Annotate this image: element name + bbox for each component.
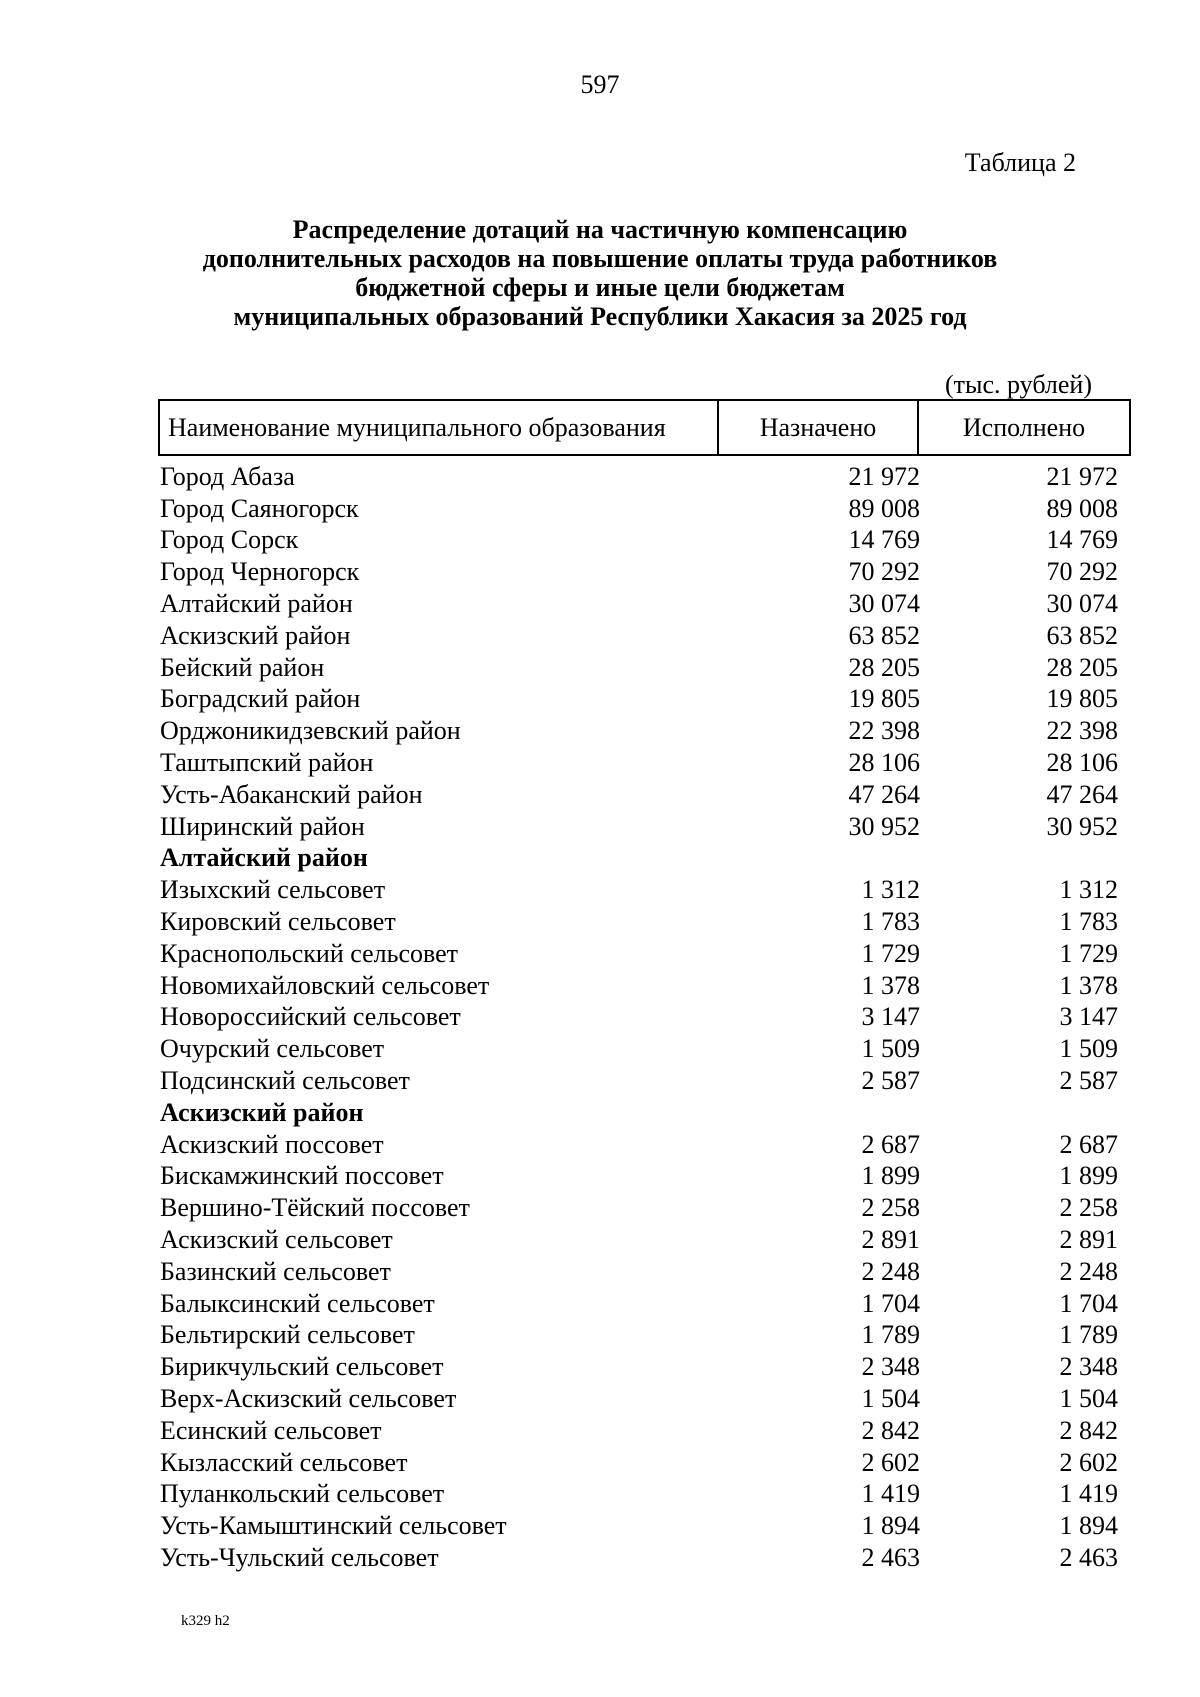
row-assigned: 1 789 bbox=[861, 1320, 920, 1350]
table-row bbox=[160, 1510, 1120, 1542]
row-name: Аскизский район bbox=[160, 620, 351, 650]
table-row bbox=[160, 1479, 1120, 1511]
table-row bbox=[160, 1256, 1120, 1288]
page-number: 597 bbox=[580, 70, 620, 99]
table-label: Таблица 2 bbox=[964, 148, 1076, 177]
row-executed: 2 602 bbox=[1059, 1447, 1118, 1477]
table-row bbox=[160, 1033, 1120, 1065]
row-executed: 1 729 bbox=[1059, 938, 1118, 968]
table-row bbox=[160, 811, 1120, 843]
row-name: Бейский район bbox=[160, 652, 325, 682]
row-executed: 2 348 bbox=[1059, 1352, 1118, 1382]
table-row bbox=[160, 747, 1120, 779]
table-row bbox=[160, 1129, 1120, 1161]
column-header-assigned: Назначено bbox=[719, 401, 919, 454]
row-executed: 1 704 bbox=[1059, 1288, 1118, 1318]
row-name: Боградский район bbox=[160, 684, 361, 714]
row-assigned: 30 952 bbox=[848, 811, 920, 841]
row-assigned: 1 312 bbox=[861, 875, 920, 905]
row-assigned: 89 008 bbox=[848, 493, 920, 523]
row-assigned: 1 509 bbox=[861, 1034, 920, 1064]
row-name: Изыхский сельсовет bbox=[160, 875, 386, 905]
table-row bbox=[160, 1447, 1120, 1479]
table-row bbox=[160, 1065, 1120, 1097]
row-name: Пуланкольский сельсовет bbox=[160, 1479, 445, 1509]
table-row bbox=[160, 1383, 1120, 1415]
row-executed: 14 769 bbox=[1046, 525, 1118, 555]
table-row bbox=[160, 493, 1120, 525]
title-line: бюджетной сферы и иные цели бюджетам bbox=[355, 273, 845, 302]
row-name: Город Черногорск bbox=[160, 557, 360, 587]
row-assigned: 2 587 bbox=[861, 1066, 920, 1096]
table-body bbox=[160, 461, 1120, 1574]
row-name: Базинский сельсовет bbox=[160, 1256, 391, 1286]
row-name: Вершино-Тёйский поссовет bbox=[160, 1193, 470, 1223]
row-name: Орджоникидзевский район bbox=[160, 716, 461, 746]
row-name: Аскизский сельсовет bbox=[160, 1225, 393, 1255]
title-line: дополнительных расходов на повышение оплаты труда работников bbox=[202, 244, 998, 273]
row-assigned: 22 398 bbox=[848, 716, 920, 746]
table-row bbox=[160, 970, 1120, 1002]
row-name: Город Сорск bbox=[160, 525, 299, 555]
table-row bbox=[160, 715, 1120, 747]
section-heading-row bbox=[160, 843, 1120, 875]
row-name: Кировский сельсовет bbox=[160, 907, 396, 937]
table-row bbox=[160, 874, 1120, 906]
row-assigned: 3 147 bbox=[861, 1002, 920, 1032]
row-executed: 28 106 bbox=[1046, 748, 1118, 778]
row-executed: 47 264 bbox=[1046, 779, 1118, 809]
table-row bbox=[160, 1351, 1120, 1383]
row-name: Балыксинский сельсовет bbox=[160, 1288, 435, 1318]
row-executed: 2 587 bbox=[1059, 1066, 1118, 1096]
row-name: Аскизский район bbox=[160, 1097, 364, 1127]
row-name: Новороссийский сельсовет bbox=[160, 1002, 461, 1032]
table-row bbox=[160, 556, 1120, 588]
row-executed: 1 783 bbox=[1059, 907, 1118, 937]
row-assigned: 1 419 bbox=[861, 1479, 920, 1509]
row-assigned: 21 972 bbox=[848, 461, 920, 491]
row-executed: 1 509 bbox=[1059, 1034, 1118, 1064]
row-assigned: 1 704 bbox=[861, 1288, 920, 1318]
row-assigned: 1 899 bbox=[861, 1161, 920, 1191]
row-name: Ширинский район bbox=[160, 811, 365, 841]
row-executed: 2 891 bbox=[1059, 1225, 1118, 1255]
row-name: Есинский сельсовет bbox=[160, 1415, 382, 1445]
table-row bbox=[160, 1002, 1120, 1034]
table-row bbox=[160, 1224, 1120, 1256]
table-row bbox=[160, 620, 1120, 652]
row-name: Бельтирский сельсовет bbox=[160, 1320, 415, 1350]
row-executed: 1 894 bbox=[1059, 1511, 1118, 1541]
row-executed: 70 292 bbox=[1046, 557, 1118, 587]
row-assigned: 2 687 bbox=[861, 1129, 920, 1159]
table-row bbox=[160, 1542, 1120, 1574]
row-assigned: 2 842 bbox=[861, 1415, 920, 1445]
row-assigned: 28 106 bbox=[848, 748, 920, 778]
row-name: Подсинский сельсовет bbox=[160, 1066, 410, 1096]
row-executed: 2 258 bbox=[1059, 1193, 1118, 1223]
row-assigned: 2 258 bbox=[861, 1193, 920, 1223]
title-line: Распределение дотаций на частичную компенсацию bbox=[292, 215, 908, 244]
row-name: Алтайский район bbox=[160, 843, 368, 873]
row-assigned: 19 805 bbox=[848, 684, 920, 714]
column-header-name: Наименование муниципального образования bbox=[160, 401, 719, 454]
row-executed: 2 687 bbox=[1059, 1129, 1118, 1159]
row-executed: 1 789 bbox=[1059, 1320, 1118, 1350]
table-row bbox=[160, 938, 1120, 970]
row-assigned: 1 894 bbox=[861, 1511, 920, 1541]
row-assigned: 70 292 bbox=[848, 557, 920, 587]
table-row bbox=[160, 1320, 1120, 1352]
row-name: Город Саяногорск bbox=[160, 493, 359, 523]
row-name: Краснопольский сельсовет bbox=[160, 938, 459, 968]
row-assigned: 2 463 bbox=[861, 1542, 920, 1572]
row-executed: 63 852 bbox=[1046, 620, 1118, 650]
column-header-executed: Исполнено bbox=[962, 412, 1086, 442]
row-assigned: 30 074 bbox=[848, 589, 920, 619]
row-executed: 1 312 bbox=[1059, 875, 1118, 905]
table-row bbox=[160, 779, 1120, 811]
row-assigned: 1 783 bbox=[861, 907, 920, 937]
row-executed: 22 398 bbox=[1046, 716, 1118, 746]
row-assigned: 2 891 bbox=[861, 1225, 920, 1255]
table-row bbox=[160, 1288, 1120, 1320]
row-assigned: 28 205 bbox=[848, 652, 920, 682]
table-row bbox=[160, 906, 1120, 938]
row-assigned: 2 348 bbox=[861, 1352, 920, 1382]
row-executed: 30 074 bbox=[1046, 589, 1118, 619]
table-row bbox=[160, 1192, 1120, 1224]
row-assigned: 2 602 bbox=[861, 1447, 920, 1477]
row-name: Очурский сельсовет bbox=[160, 1034, 385, 1064]
row-name: Бирикчульский сельсовет bbox=[160, 1352, 444, 1382]
title-line: муниципальных образований Республики Хакасия за 2025 год bbox=[233, 302, 967, 331]
row-assigned: 47 264 bbox=[848, 779, 920, 809]
row-name: Усть-Чульский сельсовет bbox=[160, 1542, 439, 1572]
row-assigned: 1 378 bbox=[861, 970, 920, 1000]
table-row bbox=[160, 652, 1120, 684]
row-executed: 30 952 bbox=[1046, 811, 1118, 841]
table-header bbox=[158, 399, 1131, 456]
row-name: Верх-Аскизский сельсовет bbox=[160, 1384, 457, 1413]
row-executed: 1 419 bbox=[1059, 1479, 1118, 1509]
table-row bbox=[160, 684, 1120, 716]
row-assigned: 2 248 bbox=[861, 1256, 920, 1286]
row-assigned: 63 852 bbox=[848, 620, 920, 650]
row-executed: 3 147 bbox=[1059, 1002, 1118, 1032]
row-assigned: 1 504 bbox=[861, 1384, 920, 1413]
row-executed: 2 248 bbox=[1059, 1256, 1118, 1286]
table-row bbox=[160, 461, 1120, 493]
row-assigned: 1 729 bbox=[861, 938, 920, 968]
row-executed: 19 805 bbox=[1046, 684, 1118, 714]
row-name: Город Абаза bbox=[160, 461, 295, 491]
table-row bbox=[160, 1161, 1120, 1193]
row-name: Алтайский район bbox=[160, 589, 353, 619]
row-name: Новомихайловский сельсовет bbox=[160, 970, 490, 1000]
row-executed: 2 463 bbox=[1059, 1542, 1118, 1572]
table-row bbox=[160, 588, 1120, 620]
row-name: Усть-Абаканский район bbox=[160, 779, 423, 809]
row-name: Аскизский поссовет bbox=[160, 1129, 384, 1159]
section-heading-row bbox=[160, 1097, 1120, 1129]
row-executed: 1 899 bbox=[1059, 1161, 1118, 1191]
units-label: (тыс. рублей) bbox=[944, 370, 1092, 399]
row-name: Таштыпский район bbox=[160, 748, 374, 778]
row-executed: 1 504 bbox=[1059, 1384, 1118, 1413]
row-executed: 89 008 bbox=[1046, 493, 1118, 523]
table-row bbox=[160, 525, 1120, 557]
row-name: Кызласский сельсовет bbox=[160, 1447, 408, 1477]
document-title bbox=[150, 215, 1050, 331]
row-name: Бискамжинский поссовет bbox=[160, 1161, 444, 1191]
row-executed: 28 205 bbox=[1046, 652, 1118, 682]
row-executed: 21 972 bbox=[1046, 461, 1118, 491]
table-row bbox=[160, 1415, 1120, 1447]
row-executed: 1 378 bbox=[1059, 970, 1118, 1000]
row-name: Усть-Камыштинский сельсовет bbox=[160, 1511, 507, 1541]
row-executed: 2 842 bbox=[1059, 1415, 1118, 1445]
row-assigned: 14 769 bbox=[848, 525, 920, 555]
footer-code: k329 h2 bbox=[181, 1613, 230, 1629]
